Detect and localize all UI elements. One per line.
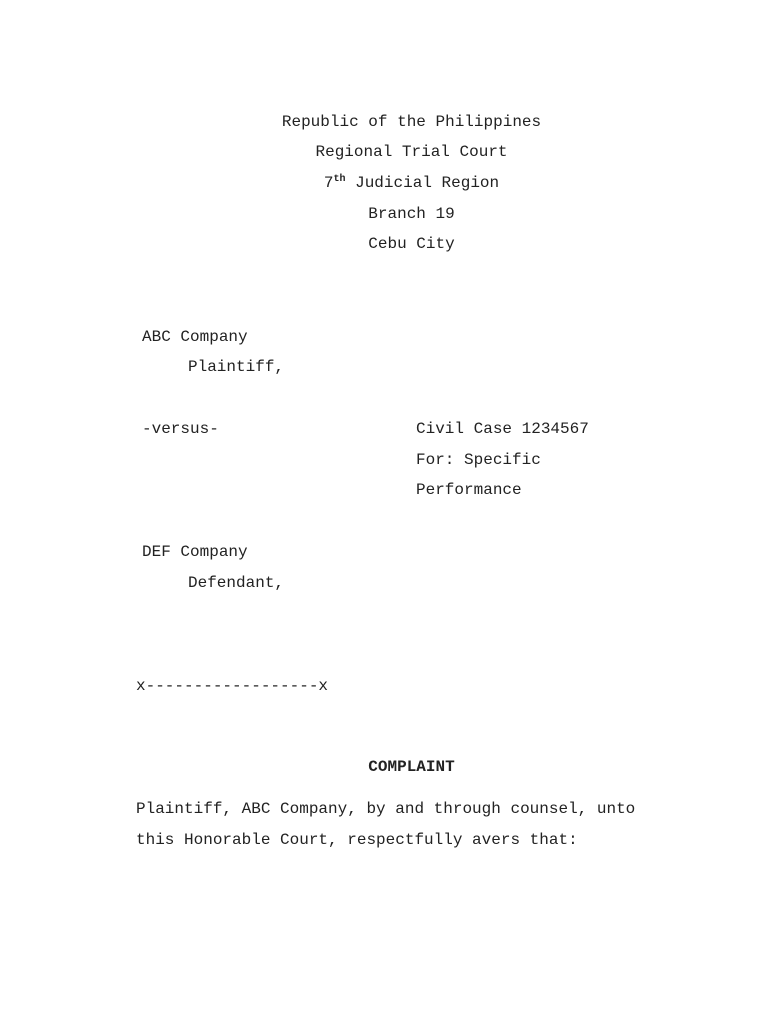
case-nature-line1: For: Specific: [416, 451, 541, 469]
court-header-court: Regional Trial Court: [315, 143, 508, 161]
body-line-1: Plaintiff, ABC Company, by and through counsel, unto: [136, 800, 636, 818]
court-header-branch: Branch 19: [368, 205, 455, 223]
versus-label: -versus-: [142, 420, 219, 438]
caption-separator: x------------------x: [136, 677, 329, 695]
body-line-2: this Honorable Court, respectfully avers that:: [136, 831, 578, 849]
case-number: Civil Case 1234567: [416, 420, 589, 438]
court-header-region: [0, 173, 768, 193]
court-header-city: Cebu City: [368, 235, 455, 253]
region-number: 7: [323, 174, 334, 192]
defendant-name: DEF Company: [142, 543, 248, 561]
court-header-country: Republic of the Philippines: [281, 113, 542, 131]
plaintiff-name: ABC Company: [142, 328, 248, 346]
defendant-role: Defendant,: [188, 574, 285, 592]
region-text: Judicial Region: [345, 174, 500, 192]
document-title: COMPLAINT: [368, 758, 455, 776]
case-nature-line2: Performance: [416, 481, 522, 499]
plaintiff-role: Plaintiff,: [188, 358, 285, 376]
region-suffix: th: [333, 174, 346, 185]
